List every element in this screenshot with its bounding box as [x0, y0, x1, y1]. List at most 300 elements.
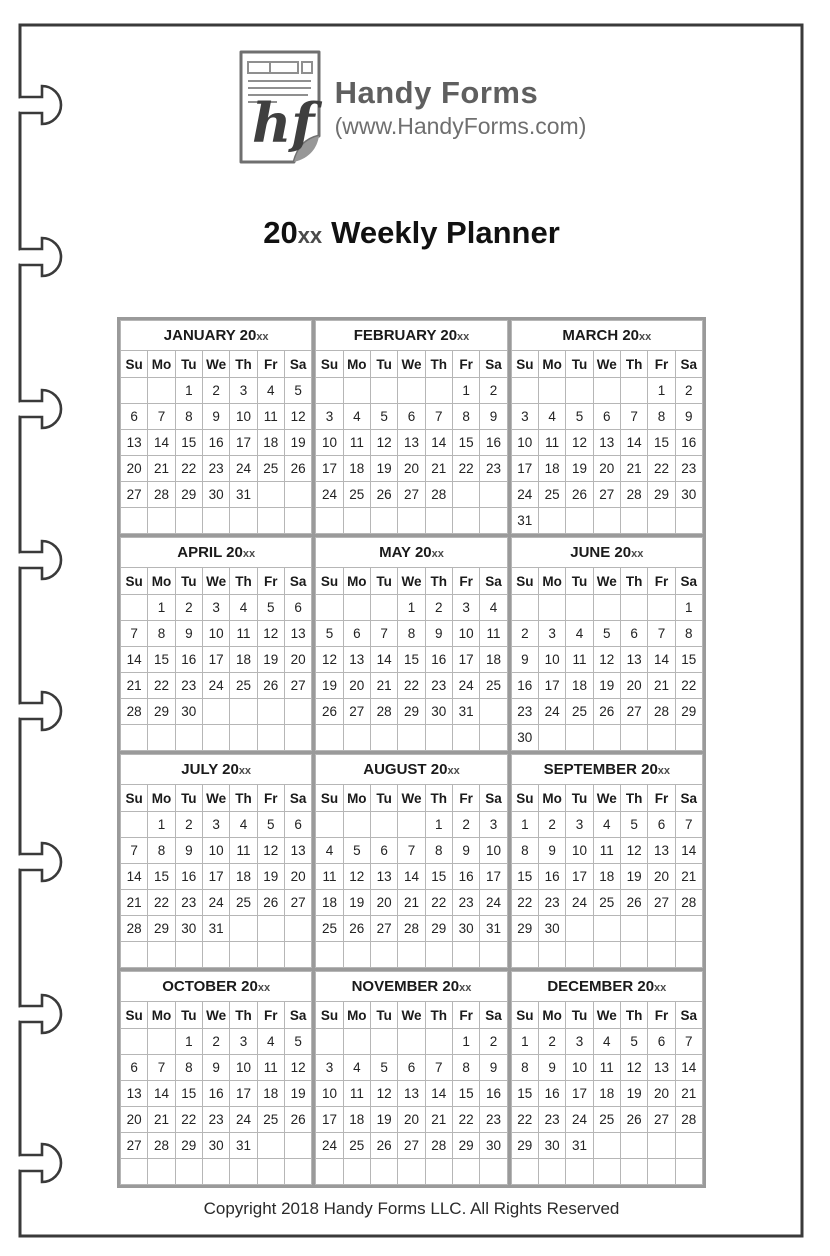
date-cell: 23 — [538, 1107, 565, 1133]
date-cell: 11 — [257, 1055, 284, 1081]
day-header: We — [202, 568, 229, 595]
date-cell: 27 — [398, 482, 425, 508]
date-cell — [230, 725, 257, 751]
month-december — [511, 971, 703, 1185]
date-cell — [284, 942, 311, 968]
date-cell: 9 — [202, 1055, 229, 1081]
date-cell — [425, 1159, 452, 1185]
date-cell: 26 — [284, 1107, 311, 1133]
date-cell: 27 — [398, 1133, 425, 1159]
date-cell — [343, 378, 370, 404]
date-cell: 23 — [480, 456, 507, 482]
date-cell: 10 — [538, 647, 565, 673]
date-cell — [316, 725, 343, 751]
day-header: Sa — [284, 568, 311, 595]
date-cell: 23 — [538, 890, 565, 916]
date-cell: 30 — [452, 916, 479, 942]
date-cell: 14 — [675, 838, 702, 864]
day-header: Th — [620, 1002, 647, 1029]
date-cell — [370, 812, 397, 838]
date-cell — [593, 916, 620, 942]
day-header: Mo — [343, 785, 370, 812]
date-cell: 24 — [202, 673, 229, 699]
date-cell: 21 — [675, 864, 702, 890]
date-cell: 29 — [148, 699, 175, 725]
day-header: Tu — [370, 351, 397, 378]
date-cell: 10 — [480, 838, 507, 864]
date-cell — [175, 942, 202, 968]
date-cell: 9 — [175, 621, 202, 647]
day-header: Sa — [480, 568, 507, 595]
copyright-notice: Copyright 2018 Handy Forms LLC. All Rights Reserved — [203, 1199, 620, 1218]
date-cell: 19 — [284, 430, 311, 456]
date-cell: 4 — [230, 595, 257, 621]
date-cell — [648, 595, 675, 621]
date-cell — [343, 595, 370, 621]
date-cell: 16 — [538, 1081, 565, 1107]
day-header: Th — [230, 351, 257, 378]
date-cell: 14 — [398, 864, 425, 890]
date-cell: 20 — [370, 890, 397, 916]
date-cell: 29 — [398, 699, 425, 725]
date-cell — [121, 725, 148, 751]
date-cell: 19 — [316, 673, 343, 699]
date-cell: 5 — [284, 378, 311, 404]
date-cell: 6 — [398, 404, 425, 430]
date-cell — [566, 1159, 593, 1185]
date-cell: 12 — [620, 1055, 647, 1081]
date-cell: 9 — [202, 404, 229, 430]
document-icon — [237, 49, 323, 167]
date-cell: 6 — [121, 1055, 148, 1081]
date-cell: 27 — [370, 916, 397, 942]
day-header: Th — [425, 1002, 452, 1029]
date-cell: 30 — [538, 1133, 565, 1159]
date-cell: 18 — [230, 864, 257, 890]
date-cell: 15 — [175, 430, 202, 456]
date-cell: 2 — [538, 812, 565, 838]
date-cell: 10 — [566, 838, 593, 864]
month-october — [120, 971, 312, 1185]
date-cell: 10 — [316, 1081, 343, 1107]
date-cell: 5 — [257, 595, 284, 621]
day-header: Tu — [566, 351, 593, 378]
date-cell: 8 — [425, 838, 452, 864]
date-cell: 21 — [675, 1081, 702, 1107]
date-cell — [121, 595, 148, 621]
date-cell: 5 — [316, 621, 343, 647]
date-cell: 15 — [648, 430, 675, 456]
date-cell: 19 — [257, 864, 284, 890]
date-cell: 19 — [566, 456, 593, 482]
date-cell: 13 — [284, 838, 311, 864]
date-cell: 22 — [648, 456, 675, 482]
date-cell: 21 — [370, 673, 397, 699]
date-cell: 19 — [593, 673, 620, 699]
date-cell — [148, 508, 175, 534]
date-cell — [538, 942, 565, 968]
date-cell — [343, 725, 370, 751]
date-cell — [593, 1133, 620, 1159]
date-cell: 29 — [511, 916, 538, 942]
date-cell: 28 — [675, 1107, 702, 1133]
day-header: Su — [316, 785, 343, 812]
date-cell — [566, 916, 593, 942]
date-cell: 7 — [425, 1055, 452, 1081]
date-cell: 28 — [620, 482, 647, 508]
date-cell: 16 — [175, 647, 202, 673]
date-cell — [370, 1159, 397, 1185]
day-header: Su — [121, 351, 148, 378]
date-cell: 8 — [175, 1055, 202, 1081]
date-cell: 22 — [452, 1107, 479, 1133]
date-cell: 23 — [425, 673, 452, 699]
day-header: Fr — [257, 1002, 284, 1029]
date-cell: 12 — [257, 621, 284, 647]
day-header: Th — [620, 568, 647, 595]
date-cell: 3 — [202, 595, 229, 621]
date-cell — [675, 916, 702, 942]
day-header: Su — [511, 351, 538, 378]
date-cell — [202, 725, 229, 751]
date-cell — [316, 1159, 343, 1185]
date-cell — [370, 378, 397, 404]
date-cell: 19 — [343, 890, 370, 916]
date-cell: 13 — [398, 430, 425, 456]
date-cell — [370, 595, 397, 621]
date-cell: 17 — [316, 1107, 343, 1133]
date-cell: 29 — [148, 916, 175, 942]
date-cell: 8 — [148, 838, 175, 864]
date-cell: 24 — [202, 890, 229, 916]
date-cell — [648, 942, 675, 968]
date-cell: 18 — [593, 1081, 620, 1107]
date-cell: 12 — [284, 404, 311, 430]
month-title: FEBRUARY 20xx — [316, 321, 507, 351]
date-cell: 11 — [257, 404, 284, 430]
date-cell: 4 — [257, 378, 284, 404]
day-header: We — [202, 1002, 229, 1029]
date-cell — [257, 1159, 284, 1185]
day-header: Su — [121, 568, 148, 595]
date-cell — [675, 942, 702, 968]
date-cell: 4 — [343, 1055, 370, 1081]
date-cell — [620, 1133, 647, 1159]
date-cell — [593, 595, 620, 621]
date-cell: 2 — [202, 1029, 229, 1055]
day-header: Th — [425, 351, 452, 378]
date-cell: 17 — [316, 456, 343, 482]
day-header: Sa — [675, 568, 702, 595]
day-header: We — [593, 785, 620, 812]
day-header: We — [593, 351, 620, 378]
date-cell — [480, 942, 507, 968]
day-header: Fr — [452, 568, 479, 595]
day-header: Th — [230, 785, 257, 812]
date-cell: 8 — [148, 621, 175, 647]
date-cell: 5 — [620, 1029, 647, 1055]
date-cell: 11 — [316, 864, 343, 890]
date-cell: 23 — [175, 673, 202, 699]
day-header: Fr — [648, 568, 675, 595]
month-may — [315, 537, 507, 751]
date-cell: 3 — [316, 1055, 343, 1081]
day-header: Fr — [648, 785, 675, 812]
day-header: Tu — [175, 351, 202, 378]
month-august — [315, 754, 507, 968]
date-cell — [593, 1159, 620, 1185]
date-cell: 3 — [566, 1029, 593, 1055]
date-cell — [316, 1029, 343, 1055]
date-cell — [452, 482, 479, 508]
date-cell: 17 — [230, 1081, 257, 1107]
date-cell: 24 — [538, 699, 565, 725]
date-cell: 30 — [202, 1133, 229, 1159]
day-header: Fr — [257, 785, 284, 812]
date-cell — [398, 1029, 425, 1055]
month-title: MARCH 20xx — [511, 321, 702, 351]
title-year-prefix: 20 — [263, 215, 298, 250]
date-cell: 2 — [480, 1029, 507, 1055]
date-cell: 14 — [148, 430, 175, 456]
date-cell — [452, 942, 479, 968]
date-cell: 15 — [511, 864, 538, 890]
date-cell: 16 — [202, 1081, 229, 1107]
date-cell: 16 — [480, 430, 507, 456]
date-cell: 25 — [257, 1107, 284, 1133]
month-april — [120, 537, 312, 751]
brand-name: Handy Forms — [334, 75, 539, 110]
date-cell — [202, 699, 229, 725]
date-cell: 25 — [593, 1107, 620, 1133]
day-header: We — [398, 1002, 425, 1029]
date-cell: 15 — [425, 864, 452, 890]
date-cell: 30 — [202, 482, 229, 508]
date-cell: 22 — [425, 890, 452, 916]
date-cell: 28 — [121, 916, 148, 942]
date-cell: 26 — [257, 673, 284, 699]
date-cell — [316, 812, 343, 838]
date-cell — [257, 725, 284, 751]
date-cell: 7 — [425, 404, 452, 430]
date-cell: 17 — [566, 1081, 593, 1107]
date-cell: 8 — [452, 1055, 479, 1081]
date-cell: 27 — [121, 1133, 148, 1159]
date-cell: 5 — [566, 404, 593, 430]
month-title: JUNE 20xx — [511, 538, 702, 568]
date-cell: 29 — [511, 1133, 538, 1159]
date-cell: 3 — [202, 812, 229, 838]
date-cell: 18 — [480, 647, 507, 673]
date-cell: 27 — [343, 699, 370, 725]
date-cell: 26 — [620, 1107, 647, 1133]
day-header: Sa — [675, 351, 702, 378]
date-cell: 18 — [316, 890, 343, 916]
date-cell: 28 — [425, 1133, 452, 1159]
date-cell: 11 — [566, 647, 593, 673]
date-cell: 7 — [675, 1029, 702, 1055]
day-header: Th — [230, 1002, 257, 1029]
date-cell: 14 — [370, 647, 397, 673]
date-cell — [370, 725, 397, 751]
handy-forms-logo — [20, 25, 803, 167]
day-header: Sa — [675, 785, 702, 812]
date-cell: 29 — [452, 1133, 479, 1159]
date-cell — [648, 725, 675, 751]
date-cell: 1 — [148, 595, 175, 621]
date-cell — [425, 942, 452, 968]
date-cell: 23 — [675, 456, 702, 482]
day-header: Su — [511, 568, 538, 595]
date-cell — [480, 1159, 507, 1185]
date-cell: 7 — [370, 621, 397, 647]
date-cell: 28 — [370, 699, 397, 725]
date-cell: 7 — [121, 838, 148, 864]
date-cell: 30 — [175, 699, 202, 725]
date-cell — [121, 508, 148, 534]
date-cell: 25 — [230, 890, 257, 916]
date-cell — [620, 725, 647, 751]
date-cell: 10 — [566, 1055, 593, 1081]
year-calendar — [117, 317, 706, 1188]
date-cell: 8 — [175, 404, 202, 430]
date-cell: 2 — [175, 812, 202, 838]
day-header: Fr — [648, 1002, 675, 1029]
date-cell — [620, 916, 647, 942]
date-cell: 26 — [370, 1133, 397, 1159]
day-header: Tu — [370, 1002, 397, 1029]
date-cell: 1 — [648, 378, 675, 404]
date-cell: 2 — [675, 378, 702, 404]
date-cell: 4 — [480, 595, 507, 621]
date-cell: 22 — [398, 673, 425, 699]
date-cell — [370, 508, 397, 534]
date-cell — [343, 508, 370, 534]
date-cell: 22 — [675, 673, 702, 699]
date-cell: 29 — [175, 482, 202, 508]
date-cell: 12 — [593, 647, 620, 673]
date-cell — [480, 482, 507, 508]
day-header: Mo — [343, 568, 370, 595]
date-cell: 23 — [202, 456, 229, 482]
date-cell — [284, 482, 311, 508]
date-cell: 5 — [343, 838, 370, 864]
date-cell: 15 — [175, 1081, 202, 1107]
date-cell — [257, 942, 284, 968]
date-cell: 12 — [343, 864, 370, 890]
date-cell — [511, 1159, 538, 1185]
date-cell: 4 — [343, 404, 370, 430]
day-header: We — [202, 351, 229, 378]
date-cell: 6 — [284, 812, 311, 838]
date-cell: 13 — [343, 647, 370, 673]
date-cell: 16 — [425, 647, 452, 673]
date-cell: 30 — [511, 725, 538, 751]
day-header: Fr — [452, 1002, 479, 1029]
date-cell: 8 — [648, 404, 675, 430]
day-header: Sa — [480, 785, 507, 812]
month-september — [511, 754, 703, 968]
date-cell: 5 — [370, 404, 397, 430]
date-cell: 30 — [175, 916, 202, 942]
date-cell: 9 — [425, 621, 452, 647]
date-cell — [398, 378, 425, 404]
date-cell: 4 — [257, 1029, 284, 1055]
date-cell: 27 — [648, 1107, 675, 1133]
date-cell: 12 — [316, 647, 343, 673]
date-cell: 1 — [148, 812, 175, 838]
date-cell: 3 — [538, 621, 565, 647]
date-cell: 12 — [620, 838, 647, 864]
title-label: Weekly Planner — [331, 215, 560, 250]
date-cell: 1 — [175, 1029, 202, 1055]
date-cell — [230, 942, 257, 968]
date-cell: 11 — [343, 1081, 370, 1107]
day-header: Tu — [566, 1002, 593, 1029]
date-cell — [121, 378, 148, 404]
date-cell: 10 — [316, 430, 343, 456]
date-cell: 12 — [257, 838, 284, 864]
date-cell: 7 — [148, 1055, 175, 1081]
date-cell: 30 — [425, 699, 452, 725]
date-cell: 15 — [452, 1081, 479, 1107]
day-header: Tu — [566, 568, 593, 595]
date-cell: 11 — [343, 430, 370, 456]
date-cell — [648, 508, 675, 534]
date-cell: 11 — [593, 838, 620, 864]
date-cell: 24 — [230, 456, 257, 482]
month-title: APRIL 20xx — [121, 538, 312, 568]
date-cell: 1 — [511, 812, 538, 838]
day-header: Tu — [175, 1002, 202, 1029]
date-cell — [566, 725, 593, 751]
date-cell: 19 — [284, 1081, 311, 1107]
date-cell: 9 — [452, 838, 479, 864]
month-title: AUGUST 20xx — [316, 755, 507, 785]
date-cell: 3 — [316, 404, 343, 430]
date-cell — [121, 942, 148, 968]
date-cell: 8 — [398, 621, 425, 647]
date-cell: 22 — [511, 1107, 538, 1133]
day-header: Sa — [480, 1002, 507, 1029]
day-header: Mo — [538, 568, 565, 595]
date-cell: 2 — [480, 378, 507, 404]
date-cell: 24 — [230, 1107, 257, 1133]
date-cell: 25 — [230, 673, 257, 699]
date-cell: 3 — [566, 812, 593, 838]
date-cell: 31 — [452, 699, 479, 725]
date-cell: 31 — [566, 1133, 593, 1159]
date-cell — [284, 725, 311, 751]
date-cell — [480, 699, 507, 725]
date-cell: 14 — [121, 864, 148, 890]
date-cell: 27 — [593, 482, 620, 508]
date-cell: 28 — [425, 482, 452, 508]
date-cell — [648, 916, 675, 942]
date-cell: 26 — [284, 456, 311, 482]
day-header: Su — [316, 1002, 343, 1029]
date-cell: 1 — [452, 1029, 479, 1055]
date-cell: 14 — [425, 430, 452, 456]
date-cell: 17 — [566, 864, 593, 890]
date-cell: 18 — [538, 456, 565, 482]
date-cell — [121, 812, 148, 838]
date-cell: 21 — [148, 456, 175, 482]
date-cell — [202, 942, 229, 968]
date-cell: 6 — [648, 812, 675, 838]
date-cell: 17 — [452, 647, 479, 673]
day-header: Tu — [370, 568, 397, 595]
